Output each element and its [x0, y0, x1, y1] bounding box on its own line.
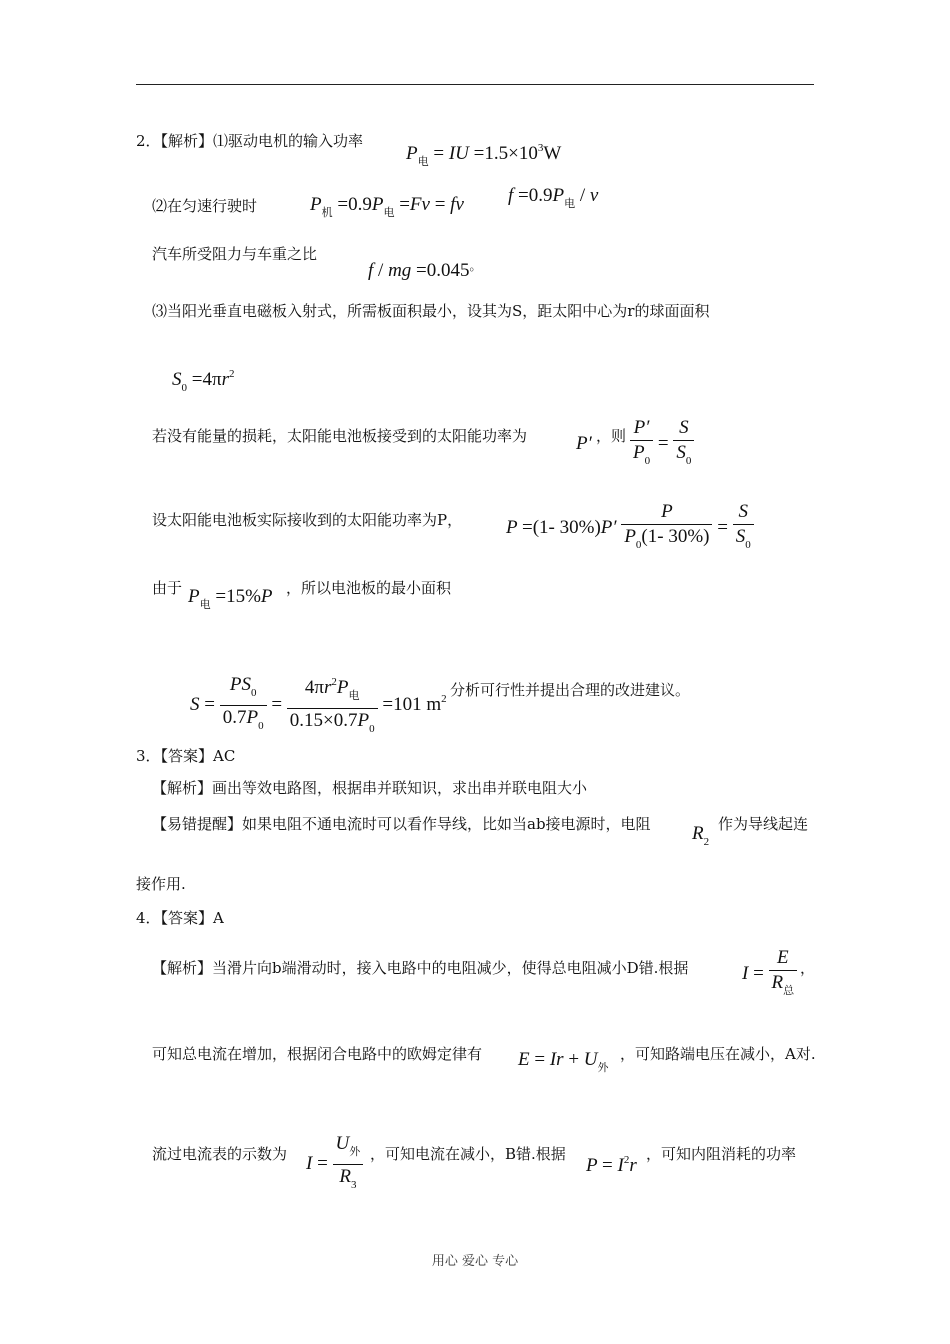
formula-resistance-force: $f =0.9P_电 / v$ — [508, 185, 599, 210]
q2-tail: 分析可行性并提出合理的改进建议。 — [450, 681, 691, 699]
q4-line3-end: ，可知内阻消耗的功率 — [646, 1145, 797, 1163]
q2-ratio-label: 汽车所受阻力与车重之比 — [152, 245, 318, 263]
q2-so-text: ，所以电池板的最小面积 — [286, 579, 452, 597]
q4-line1: 【解析】当滑片向b端滑动时，接入电路中的电阻减少，使得总电阻减小D错.根据 — [152, 959, 689, 977]
formula-efficiency: $P_电 =15\%P$ — [188, 586, 273, 611]
q2-part3-text: ⑶当阳光垂直电磁板入射式，所需板面积最小，设其为S，距太阳中心为r的球面面积 — [152, 302, 710, 320]
formula-r2: $R_2$ — [692, 823, 710, 848]
q3-analysis: 【解析】画出等效电路图，根据串并联知识，求出串并联电阻大小 — [152, 779, 588, 797]
q4-line3: 流过电流表的示数为 — [152, 1145, 288, 1163]
q3-tip-end: 作为导线起连 — [718, 815, 809, 833]
q2-header: 2．【解析】⑴驱动电机的输入功率 — [136, 132, 364, 150]
q2-loss-text: 若没有能量的损耗，太阳能电池板接受到的太阳能功率为 — [152, 427, 528, 445]
q2-since: 由于 — [152, 579, 183, 597]
formula-total-current: I = $\frac{E}{R_总}$ — [742, 946, 797, 1003]
formula-input-power: $P_电$ = IU $=1.5\times 10^3W$ — [406, 142, 562, 168]
q4-answer: 4．【答案】A — [136, 909, 224, 927]
page-footer: 用心 爱心 专心 — [431, 1254, 519, 1269]
q3-tip: 【易错提醒】如果电阻不通电流时可以看作导线，比如当ab接电源时，电阻 — [152, 815, 651, 833]
formula-sphere-area: $S_0 =4\pi r^2$ — [172, 368, 235, 394]
formula-ammeter: I = $\frac{U_外}{R_3}$ — [306, 1132, 363, 1197]
formula-internal-power: $P = I^2r$ — [586, 1154, 637, 1176]
q3-tip-cont: 接作用. — [136, 875, 186, 893]
formula-power-ratio: $\frac{P'}{P_0}$ = $\frac{S}{S_0}$ — [630, 416, 694, 473]
q4-line3-mid: ，可知电流在减小，B错.根据 — [370, 1145, 566, 1163]
header-rule — [136, 84, 814, 85]
q4-line2-end: ，可知路端电压在减小，A对. — [620, 1045, 816, 1063]
formula-p-prime: P′ — [576, 433, 592, 454]
formula-ohm-law: $E = Ir + U_外$ — [518, 1049, 609, 1074]
q4-line2: 可知总电流在增加，根据闭合电路中的欧姆定律有 — [152, 1045, 483, 1063]
q3-answer: 3．【答案】AC — [136, 747, 236, 765]
formula-actual-power: P =(1- 30%)P′ $\frac{P}{P_0(1- 30\%)}$ = $\frac{S}{S_0}$ — [506, 500, 754, 557]
formula-mechanical-power: $P_机 =0.9P_电 =Fv$ = fv — [310, 194, 464, 219]
q2-part2-label: ⑵在匀速行驶时 — [152, 197, 258, 215]
q2-actual-text: 设太阳能电池板实际接收到的太阳能功率为P， — [152, 511, 463, 529]
q2-then: ，则 — [596, 427, 627, 445]
formula-ratio: f / mg =0.045。 — [368, 259, 482, 281]
q4-line1-end: ， — [800, 959, 816, 977]
formula-min-area: S = $\frac{PS_0}{0.7P_0}$ = $\frac{4\pi r^2P_电}{0.15\times 0.7P_0}$ =101 $m^2$ — [190, 670, 447, 741]
